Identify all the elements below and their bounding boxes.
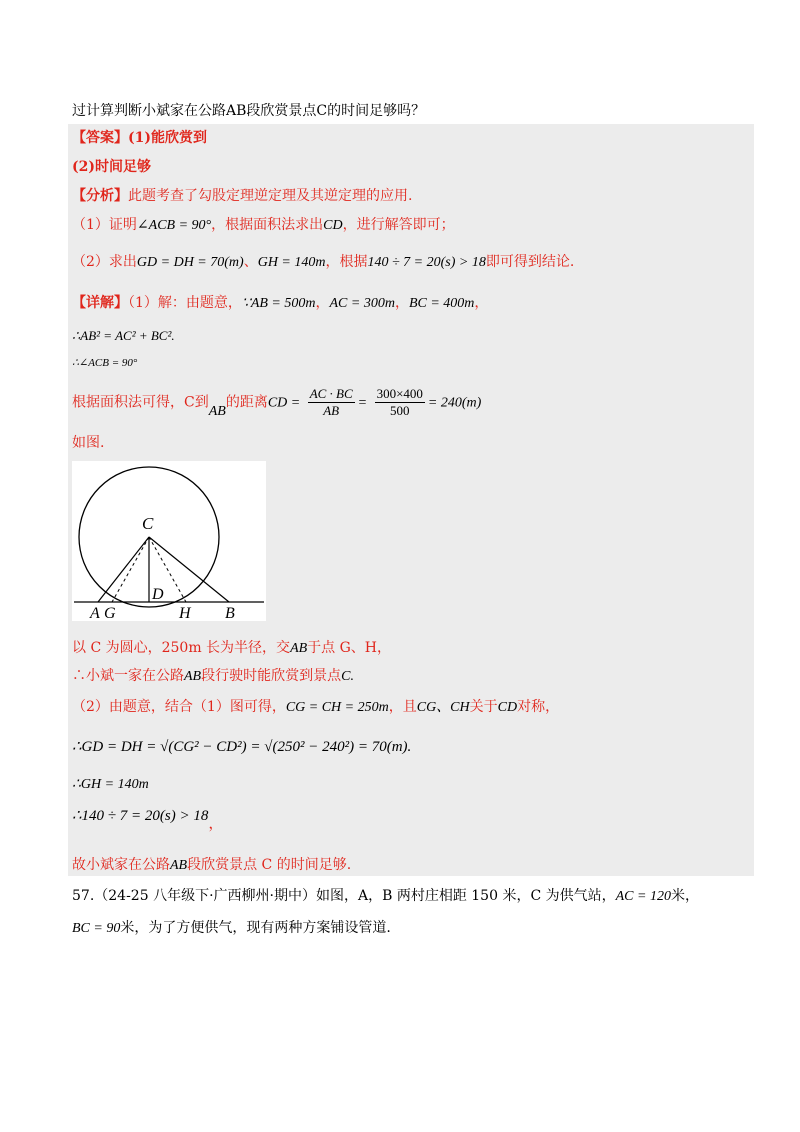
d6-pre: ∴小斌一家在公路 xyxy=(72,668,184,684)
detail-line-3: ∴∠ACB = 90° xyxy=(72,357,138,369)
question-57-line-1 xyxy=(72,886,699,907)
question-57-line-2 xyxy=(72,918,391,939)
answer-label: 【答案】 xyxy=(72,130,128,146)
d4-mid: 的距离 xyxy=(225,394,268,411)
d11-pre: 故小斌家在公路 xyxy=(72,857,170,873)
detail-line-2: ∴AB² = AC² + BC². xyxy=(72,328,175,343)
d1-text: （1）解：由题意， xyxy=(128,295,242,311)
label-g: G xyxy=(104,605,116,621)
d6-ab: AB xyxy=(184,669,202,684)
d5-post: 于点 G、H， xyxy=(307,640,392,656)
detail-line-1 xyxy=(72,293,488,314)
segment-ca xyxy=(98,537,149,602)
d7-mid: ，且 xyxy=(388,699,417,715)
d1-comma1: ， xyxy=(315,295,330,311)
frac2-num: 300×400 xyxy=(376,386,423,401)
fraction-1 xyxy=(308,386,355,419)
analysis-line xyxy=(72,186,412,206)
a1-math2: CD xyxy=(323,218,343,233)
a2-math3: 140 ÷ 7 = 20(s) > 18 xyxy=(367,255,486,270)
answer-2: (2)时间足够 xyxy=(72,159,151,175)
analysis-step-2 xyxy=(72,252,574,273)
d4-ab: AB xyxy=(208,403,226,419)
fraction-2 xyxy=(375,386,425,419)
d7-math2: CG、CH xyxy=(416,700,470,715)
detail-line-5 xyxy=(72,638,391,659)
d7-post: 对称， xyxy=(517,699,560,715)
d4-result: = 240(m) xyxy=(427,395,482,411)
d1-comma3: ， xyxy=(474,295,489,311)
detail-line-8: ∴GD = DH = √(CG² − CD²) = √(250² − 240²) = 70(m). xyxy=(72,739,412,755)
a1-math1: ∠ACB = 90° xyxy=(136,218,212,233)
label-a: A xyxy=(90,605,100,621)
d1-m2: AC = 300m xyxy=(329,296,395,311)
q57-c: 米，为了方便供气，现有两种方案铺设管道. xyxy=(120,920,391,936)
q57-a: 57.（24-25 八年级下·广西柳州·期中）如图，A，B 两村庄相距 150 米，C 为供气站， xyxy=(72,888,616,904)
d10-math: ∴140 ÷ 7 = 20(s) > 18 xyxy=(72,808,209,824)
d4-pre: 根据面积法可得，C到 xyxy=(72,394,209,411)
d7-math: CG = CH = 250m xyxy=(285,700,389,715)
label-b: B xyxy=(225,605,235,621)
label-c: C xyxy=(142,514,154,533)
analysis-step-1 xyxy=(72,215,455,236)
frac2-den: 500 xyxy=(390,403,410,418)
d11-ab: AB xyxy=(170,858,188,873)
answer-line-1 xyxy=(72,128,207,148)
q57-math2: BC = 90 xyxy=(72,921,121,936)
a2-mid: ，根据 xyxy=(325,254,368,270)
a2-post: 即可得到结论. xyxy=(485,254,575,270)
analysis-label: 【分析】 xyxy=(72,188,128,204)
answer-1: (1)能欣赏到 xyxy=(128,130,207,146)
a1-post: ，进行解答即可； xyxy=(342,217,455,233)
as-figure: 如图. xyxy=(72,435,105,451)
analysis-text: 此题考查了勾股定理逆定理及其逆定理的应用. xyxy=(128,188,413,204)
a2-math2: GH = 140m xyxy=(257,255,326,270)
d7-math3: CD xyxy=(497,700,518,715)
a1-mid: ，根据面积法求出 xyxy=(211,217,324,233)
frac1-den: AB xyxy=(323,403,340,418)
d1-m1: ∵AB = 500m xyxy=(241,296,316,311)
detail-conclusion xyxy=(72,855,351,876)
d6-post: 段行驶时能欣赏到景点 xyxy=(201,668,342,684)
a1-pre: （1）证明 xyxy=(72,217,137,233)
label-h: H xyxy=(179,605,191,621)
label-d: D xyxy=(152,586,164,603)
q57-b: 米， xyxy=(670,888,699,904)
d4-eq: = xyxy=(357,395,368,411)
detail-line-4 xyxy=(72,386,481,419)
detail-line-9: ∴GH = 140m xyxy=(72,777,149,792)
d6-c: C. xyxy=(341,669,354,684)
question-intro: 过计算判断小斌家在公路AB段欣赏景点C的时间足够吗？ xyxy=(72,103,426,119)
d7-mid2: 关于 xyxy=(469,699,498,715)
detail-label: 【详解】 xyxy=(72,295,128,311)
d10-post: ， xyxy=(208,814,224,832)
d5-pre: 以 C 为圆心，250m 长为半径，交 xyxy=(72,640,291,656)
a2-math1: GD = DH = 70(m) xyxy=(136,255,244,270)
d1-comma2: ， xyxy=(394,295,409,311)
d5-ab: AB xyxy=(290,641,308,656)
segment-cg xyxy=(112,537,149,602)
d1-m3: BC = 400m xyxy=(408,296,475,311)
geometry-figure xyxy=(72,461,266,621)
d4-cd: CD = xyxy=(267,395,301,411)
q57-math1: AC = 120 xyxy=(615,889,671,904)
detail-line-10 xyxy=(72,805,224,832)
circle-diagram xyxy=(72,461,266,621)
detail-line-6 xyxy=(72,666,354,687)
detail-line-7 xyxy=(72,697,559,718)
d7-pre: （2）由题意，结合（1）图可得， xyxy=(72,699,286,715)
frac1-num: AC · BC xyxy=(309,386,353,401)
d11-post: 段欣赏景点 C 的时间足够. xyxy=(187,857,352,873)
a2-pre: （2）求出 xyxy=(72,254,137,270)
a2-sep: 、 xyxy=(243,254,258,270)
